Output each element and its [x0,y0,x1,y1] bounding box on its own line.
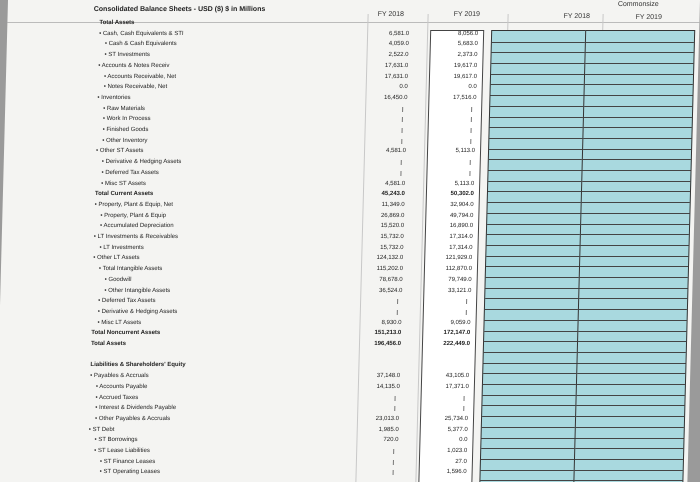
row-label: • Deferred Tax Assets [101,169,159,176]
commonsize-fy2018-header: FY 2018 [563,13,591,20]
fy2019-value: 121,929.0 [445,255,473,262]
fy2019-value: 5,113.0 [455,148,476,155]
empty-cell-marker [397,299,398,304]
commonsize-cell[interactable] [480,470,574,482]
fy2019-value: 17,314.0 [449,234,473,240]
row-label: • Misc ST Assets [101,180,146,187]
fy2018-value: 4,581.0 [385,148,407,155]
row-label: • Payables & Accruals [90,373,149,380]
row-label: • Interest & Dividends Payable [95,405,177,412]
empty-cell-marker [466,299,467,304]
fy2018-value: 720.0 [383,437,399,444]
empty-cell-marker [401,160,402,165]
fy2019-value: 172,147.0 [443,330,471,337]
row-label: • Other Payables & Accruals [94,415,171,422]
fy2018-value: 15,732.0 [380,244,404,251]
empty-cell-marker [464,396,465,401]
fy2019-value: 8,056.0 [458,30,479,37]
fy2019-value: 17,371.0 [445,383,469,390]
fy2018-value: 17,631.0 [384,62,409,69]
fy2018-value: 124,132.0 [376,255,404,262]
fy2018-value: 151,213.0 [374,330,402,337]
fy2018-value: 15,732.0 [380,234,404,240]
row-label: • Cash & Cash Equivalents [104,41,177,48]
sheet-title: Consolidated Balance Sheets - USD ($) $ in Millions [93,6,266,13]
fy2019-value: 43,105.0 [445,373,470,380]
row-label: Total Assets [99,20,135,26]
row-label: • Derivative & Hedging Assets [97,308,178,315]
row-label: • Derivative & Hedging Assets [101,159,182,166]
empty-cell-marker [469,171,470,176]
fy2018-value: 2,522.0 [388,52,409,59]
empty-cell-marker [470,139,471,144]
row-label: • Cash, Cash Equivalents & STI [99,30,184,37]
col-fy2019-header: FY 2019 [453,11,481,18]
row-label: Total Current Assets [94,191,154,198]
fy2019-value: 9,059.0 [450,319,471,326]
fy2018-value: 6,581.0 [389,30,410,37]
empty-cell-marker [402,128,403,133]
empty-cell-marker [471,128,472,133]
empty-cell-marker [463,406,464,411]
row-label: • Other Inventory [102,137,148,144]
row-label: • Other LT Assets [93,255,140,262]
row-label: • Accounts & Notes Receiv [98,62,170,69]
fy2018-value: 1,985.0 [378,426,399,433]
row-label: • Accounts Payable [95,383,148,390]
empty-cell-marker [402,117,403,122]
row-label: Total Noncurrent Assets [91,330,161,337]
empty-cell-marker [394,406,395,411]
fy2018-value: 0.0 [399,84,408,91]
fy2019-value: 0.0 [459,437,468,444]
empty-cell-marker [400,171,401,176]
fy2019-value: 49,794.0 [449,212,474,219]
fy2019-value: 1,596.0 [446,469,467,476]
empty-cell-marker [466,310,467,315]
row-label: • Misc LT Assets [97,319,142,326]
fy2018-value: 8,930.0 [381,319,402,326]
row-label: • Accumulated Depreciation [99,223,174,230]
empty-cell-marker [471,107,472,112]
row-label: • Work In Process [102,116,151,123]
row-label: • Other Intangible Assets [104,287,171,294]
empty-cell-marker [401,139,402,144]
empty-cell-marker [470,160,471,165]
fy2018-value: 4,581.0 [385,180,406,187]
fy2019-value: 17,516.0 [452,94,477,101]
fy2019-value: 5,377.0 [447,426,468,433]
row-label: • Finished Goods [102,127,149,133]
row-label: • Notes Receivable, Net [103,84,168,91]
fy2019-value: 79,749.0 [448,276,472,283]
row-label: • ST Finance Leases [99,458,156,465]
row-label: • LT Investments [99,244,144,251]
fy2018-value: 196,456.0 [374,341,402,347]
fy2019-value: 33,121.0 [447,287,472,294]
row-label: Liabilities & Shareholders' Equity [90,362,186,369]
fy2019-value: 16,890.0 [449,223,474,230]
fy2019-value: 112,870.0 [445,266,473,273]
fy2018-value: 11,349.0 [381,201,405,208]
row-label: • ST Investments [104,52,150,59]
fy2018-value: 115,202.0 [376,266,404,273]
row-label: • ST Operating Leases [99,469,161,476]
fy2018-value: 4,059.0 [388,41,409,48]
row-label: • Property, Plant & Equip, Net [94,201,174,208]
fy2018-value: 14,135.0 [376,383,400,390]
row-label: • Accrued Taxes [95,394,139,401]
empty-cell-marker [395,396,396,401]
empty-cell-marker [393,470,394,475]
fy2018-value: 36,524.0 [378,287,403,294]
fy2018-value: 45,243.0 [381,191,405,198]
fy2019-value: 25,734.0 [444,415,469,422]
fy2018-value: 23,013.0 [375,415,400,422]
commonsize-fy2019-header: FY 2019 [635,14,662,21]
col-fy2018-header: FY 2018 [377,11,405,18]
commonsize-fy2018-cells[interactable] [479,30,587,482]
fy2019-value: 5,113.0 [454,180,475,187]
row-label: • Inventories [97,94,131,101]
fy2018-value: 16,450.0 [383,94,408,101]
fy2019-value: 17,314.0 [449,244,473,251]
fy2018-value: 78,678.0 [379,276,403,283]
fy2019-value: 50,302.0 [450,191,474,198]
row-label: • LT Investments & Receivables [93,234,179,240]
fy2018-value: 17,631.0 [384,73,409,80]
fy2018-value: 37,148.0 [376,373,401,380]
fy2019-value: 1,023.0 [447,448,468,454]
fy2019-value: 222,449.0 [443,341,471,347]
commonsize-fy2019-cells[interactable] [573,30,695,482]
empty-cell-marker [393,449,394,454]
row-label: • ST Debt [88,426,115,433]
row-label: • Accounts Receivable, Net [103,73,177,80]
row-label: • ST Lease Liabilities [94,448,150,454]
row-label: • Other ST Assets [95,148,144,155]
row-label: • Raw Materials [103,105,146,112]
empty-cell-marker [471,117,472,122]
fy2019-value: 0.0 [468,84,477,91]
fy2018-value: 26,869.0 [380,212,405,219]
fy2019-value: 19,617.0 [453,62,478,69]
row-label: Total Assets [90,341,127,347]
row-label: • Total Intangible Assets [98,266,163,273]
row-label: • Property, Plant & Equip [100,212,167,219]
fy2019-value: 5,683.0 [457,41,478,48]
fy2019-value: 2,373.0 [457,52,478,59]
row-label: • Goodwill [104,276,132,283]
empty-cell-marker [397,310,398,315]
commonsize-header: Commonsize [617,1,659,8]
commonsize-cell[interactable] [574,470,682,482]
empty-cell-marker [393,460,394,465]
row-label: • ST Borrowings [94,437,138,444]
fy2019-value: 32,904.0 [450,201,474,208]
fy2018-value: 15,520.0 [380,223,405,230]
row-label: • Deferred Tax Assets [98,298,156,305]
empty-cell-marker [402,107,403,112]
fy2019-value: 27.0 [455,458,467,465]
fy2019-value: 19,617.0 [453,73,478,80]
